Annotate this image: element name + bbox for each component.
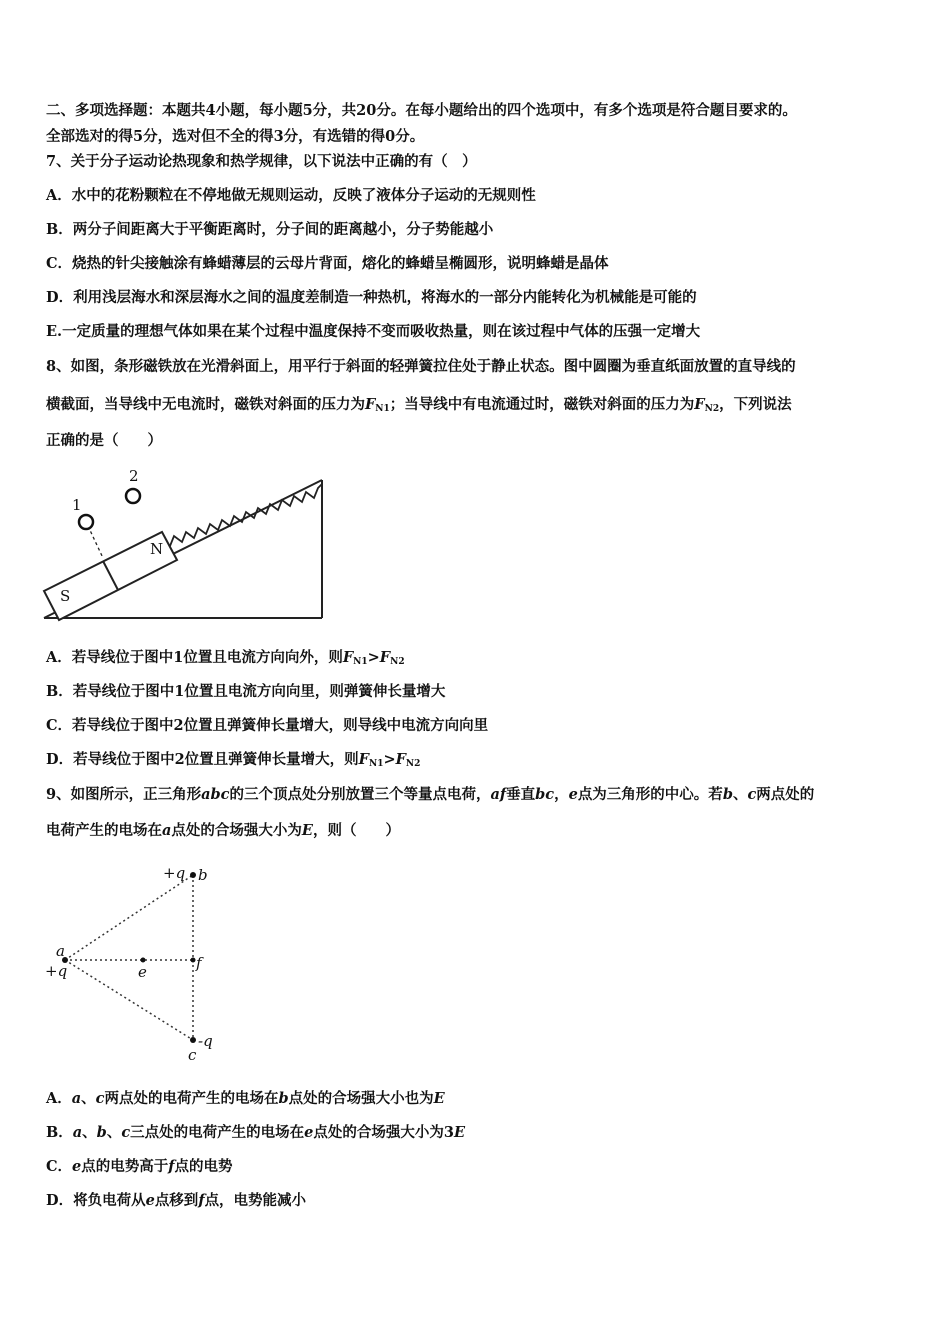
q8-option-d [46, 750, 420, 774]
subscript-n2: N2 [390, 657, 405, 667]
point-e [141, 958, 146, 963]
force-symbol: F [379, 649, 391, 666]
var-E: E [433, 1090, 445, 1107]
var-E: E [301, 822, 313, 839]
q8-stem-text-b: ；当导线中有电流通过时，磁铁对斜面的压力为 [389, 396, 695, 413]
force-symbol: F [358, 751, 369, 768]
wire-position-2 [126, 489, 140, 503]
label-e: e [138, 963, 147, 981]
subscript-n1: N1 [375, 404, 390, 414]
force-symbol: F [342, 649, 354, 666]
q8-option-b: B．若导线位于图中1位置且电流方向向里，则弹簧伸长量增大 [46, 683, 446, 700]
q9-stem-text: 9、如图所示，正三角形 [46, 786, 202, 803]
dashed-line-wire1 [88, 526, 103, 558]
option-text: A． [46, 1090, 72, 1107]
var-e: e [304, 1124, 314, 1141]
option-text: D．将负电荷从 [46, 1192, 146, 1209]
q9-option-b [46, 1123, 465, 1143]
option-text: 两点处的电荷产生的电场在 [104, 1090, 279, 1107]
q8-option-d-text: D．若导线位于图中2位置且弹簧伸长量增大，则 [46, 751, 359, 768]
var-e: e [568, 786, 578, 803]
q7-option-a: A．水中的花粉颗粒在不停地做无规则运动，反映了液体分子运动的无规则性 [46, 187, 536, 204]
q8-incline-figure [40, 458, 340, 628]
q8-option-a [46, 648, 405, 672]
label-b: b [198, 866, 208, 884]
option-text: B． [46, 1124, 73, 1141]
q9-option-a [46, 1089, 445, 1109]
option-text: 、 [81, 1090, 96, 1107]
q7-option-b: B．两分子间距离大于平衡距离时，分子间的距离越小，分子势能越小 [46, 221, 494, 238]
q7-option-e: E.一定质量的理想气体如果在某个过程中温度保持不变而吸收热量，则在该过程中气体的压强一定增大 [46, 323, 701, 340]
q9-stem-line1 [46, 785, 814, 805]
q8-stem-line3: 正确的是（ ） [46, 432, 162, 449]
label-charge-c: -q [198, 1032, 213, 1050]
label-charge-a: +q [45, 962, 68, 980]
q9-stem-text: ， [554, 786, 569, 803]
label-c: c [188, 1046, 197, 1064]
charge-point-b [190, 872, 196, 878]
q9-stem-text: 、 [732, 786, 748, 803]
var-b: b [96, 1124, 107, 1141]
var-c: c [95, 1090, 105, 1107]
triangle-dotted-lines [65, 875, 193, 1040]
q9-stem-text: 的三个顶点处分别放置三个等量点电荷， [229, 786, 491, 803]
option-text: 点移到 [154, 1192, 199, 1209]
var-af: af [490, 786, 507, 803]
force-symbol: F [694, 396, 705, 413]
var-E: E [453, 1124, 466, 1141]
magnet-pole-n: N [150, 540, 164, 558]
option-text: 点处的合场强大小也为 [288, 1090, 434, 1107]
wire-position-1 [79, 515, 93, 529]
option-text: 点的电势高于 [81, 1158, 169, 1175]
point-f [191, 958, 196, 963]
greater-than: > [367, 649, 380, 666]
magnet-pole-s: S [60, 587, 71, 605]
section-header-line2: 全部选对的得5分，选对但不全的得3分，有选错的得0分。 [46, 128, 425, 145]
charge-point-c [190, 1037, 196, 1043]
subscript-n1: N1 [368, 759, 384, 769]
label-f: f [196, 954, 202, 972]
var-c: c [747, 786, 757, 803]
q8-stem-text-a: 横截面，当导线中无电流时，磁铁对斜面的压力为 [46, 396, 365, 413]
q8-stem-text-c: ，下列说法 [719, 396, 792, 413]
q7-option-d: D．利用浅层海水和深层海水之间的温度差制造一种热机，将海水的一部分内能转化为机械能是可能的 [46, 289, 697, 306]
greater-than: > [383, 751, 396, 768]
q9-option-d [46, 1191, 306, 1211]
q9-stem-text: 垂直 [506, 786, 536, 803]
q8-option-c: C．若导线位于图中2位置且弹簧伸长量增大，则导线中电流方向向里 [46, 717, 489, 734]
q9-stem-text: ，则（ ） [312, 822, 400, 839]
q7-stem: 7、关于分子运动论热现象和热学规律，以下说法中正确的有（ ） [46, 153, 477, 170]
var-f: f [168, 1158, 175, 1175]
subscript-n1: N1 [353, 657, 368, 667]
q8-stem-line2 [46, 395, 792, 419]
subscript-n2: N2 [704, 404, 720, 414]
q7-option-c: C．烧热的针尖接触涂有蜂蜡薄层的云母片背面，熔化的蜂蜡呈椭圆形，说明蜂蜡是晶体 [46, 255, 609, 272]
spring [170, 484, 322, 546]
subscript-n2: N2 [405, 759, 421, 769]
q9-triangle-figure [40, 860, 240, 1065]
option-text: 点，电势能减小 [204, 1192, 307, 1209]
var-a: a [162, 822, 172, 839]
label-position-2: 2 [129, 467, 139, 485]
force-symbol: F [365, 396, 376, 413]
var-b: b [278, 1090, 289, 1107]
var-c: c [121, 1124, 131, 1141]
q9-option-c [46, 1157, 233, 1177]
option-text: C． [46, 1158, 73, 1175]
label-a: a [56, 942, 65, 960]
var-a: a [72, 1124, 83, 1141]
var-abc: abc [201, 786, 230, 803]
q9-stem-line2 [46, 821, 400, 841]
label-position-1: 1 [72, 496, 82, 514]
option-text: 三点处的电荷产生的电场在 [130, 1124, 305, 1141]
q9-stem-text: 电荷产生的电场在 [46, 822, 162, 839]
q9-stem-text: 点处的合场强大小为 [171, 822, 302, 839]
var-a: a [71, 1090, 82, 1107]
option-text: 点处的合场强大小为3 [313, 1124, 454, 1141]
force-symbol: F [395, 751, 406, 768]
option-text: 、 [106, 1124, 122, 1141]
q9-stem-text: 两点处的 [756, 786, 815, 803]
q8-stem-line1: 8、如图，条形磁铁放在光滑斜面上，用平行于斜面的轻弹簧拉住处于静止状态。图中圆圈为垂直纸面放置的直导线的 [46, 358, 796, 375]
var-b: b [722, 786, 733, 803]
section-header-line1: 二、多项选择题：本题共4小题，每小题5分，共20分。在每小题给出的四个选项中，有多个选项是符合题目要求的。 [46, 102, 797, 119]
var-e: e [145, 1192, 155, 1209]
var-bc: bc [535, 786, 555, 803]
q8-option-a-text: A．若导线位于图中1位置且电流方向向外，则 [46, 649, 343, 666]
option-text: 点的电势 [174, 1158, 233, 1175]
option-text: 、 [82, 1124, 97, 1141]
q9-stem-text: 点为三角形的中心。若 [577, 786, 723, 803]
var-f: f [198, 1192, 205, 1209]
label-charge-b: +q [163, 864, 186, 882]
var-e: e [72, 1158, 82, 1175]
